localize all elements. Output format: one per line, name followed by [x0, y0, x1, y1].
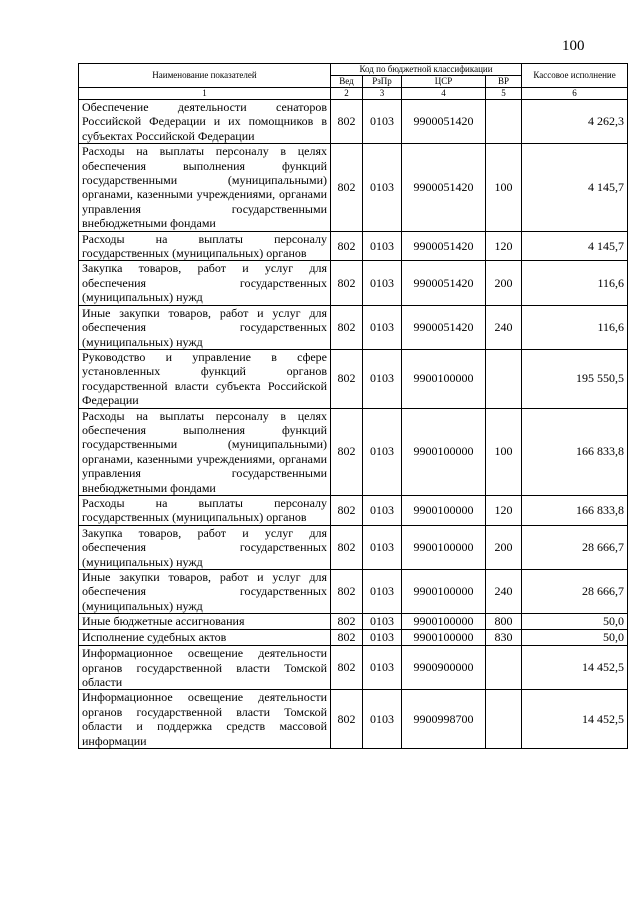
- cell-name: Руководство и управление в сфере установленных функций органов государственной власти субъекта Российской Федерации: [79, 349, 331, 408]
- cell-amount: 50,0: [522, 614, 628, 630]
- header-ved: Вед: [331, 76, 363, 88]
- cell-ved: 802: [331, 305, 363, 349]
- cell-csr: 9900100000: [402, 349, 486, 408]
- table-row: [79, 408, 628, 495]
- cell-amount: 28 666,7: [522, 570, 628, 614]
- cell-name: Расходы на выплаты персоналу государственных (муниципальных) органов: [79, 495, 331, 525]
- cell-csr: 9900998700: [402, 690, 486, 749]
- cell-csr: 9900100000: [402, 614, 486, 630]
- table-row: [79, 630, 628, 646]
- cell-vr: 200: [486, 525, 522, 569]
- header-rzpr: РзПр: [363, 76, 402, 88]
- cell-ved: 802: [331, 614, 363, 630]
- cell-ved: 802: [331, 570, 363, 614]
- cell-rzpr: 0103: [363, 525, 402, 569]
- cell-rzpr: 0103: [363, 349, 402, 408]
- cell-csr: 9900051420: [402, 231, 486, 261]
- cell-name: Расходы на выплаты персоналу в целях обеспечения выполнения функций государственными (муниципальными) органами, казенными учреждениями, органами управления государственными внебюджетными фондами: [79, 408, 331, 495]
- cell-csr: 9900900000: [402, 646, 486, 690]
- cell-amount: 4 262,3: [522, 100, 628, 144]
- cell-rzpr: 0103: [363, 630, 402, 646]
- cell-rzpr: 0103: [363, 100, 402, 144]
- cell-amount: 4 145,7: [522, 144, 628, 231]
- table-row: [79, 525, 628, 569]
- cell-ved: 802: [331, 144, 363, 231]
- cell-ved: 802: [331, 495, 363, 525]
- cell-name: Закупка товаров, работ и услуг для обеспечения государственных (муниципальных) нужд: [79, 261, 331, 305]
- cell-rzpr: 0103: [363, 690, 402, 749]
- table-row: [79, 570, 628, 614]
- cell-amount: 195 550,5: [522, 349, 628, 408]
- cell-rzpr: 0103: [363, 231, 402, 261]
- column-number: 2: [331, 88, 363, 100]
- column-number: 5: [486, 88, 522, 100]
- cell-rzpr: 0103: [363, 408, 402, 495]
- cell-name: Расходы на выплаты персоналу в целях обеспечения выполнения функций государственными (муниципальными) органами, казенными учреждениями, органами управления государственными внебюджетными фондами: [79, 144, 331, 231]
- column-number: 1: [79, 88, 331, 100]
- cell-rzpr: 0103: [363, 614, 402, 630]
- cell-ved: 802: [331, 261, 363, 305]
- cell-amount: 14 452,5: [522, 690, 628, 749]
- cell-name: Информационное освещение деятельности органов государственной власти Томской области: [79, 646, 331, 690]
- cell-ved: 802: [331, 100, 363, 144]
- table-row: [79, 231, 628, 261]
- table-row: [79, 614, 628, 630]
- cell-amount: 116,6: [522, 261, 628, 305]
- header-code-group: Код по бюджетной классификации: [331, 64, 522, 76]
- cell-rzpr: 0103: [363, 144, 402, 231]
- header-vr: ВР: [486, 76, 522, 88]
- cell-vr: 830: [486, 630, 522, 646]
- cell-ved: 802: [331, 630, 363, 646]
- header-amount: Кассовое исполнение: [522, 64, 628, 88]
- cell-name: Иные закупки товаров, работ и услуг для обеспечения государственных (муниципальных) нужд: [79, 570, 331, 614]
- header-name: Наименование показателей: [79, 64, 331, 88]
- cell-ved: 802: [331, 646, 363, 690]
- cell-name: Расходы на выплаты персоналу государственных (муниципальных) органов: [79, 231, 331, 261]
- header-csr: ЦСР: [402, 76, 486, 88]
- page-number: 100: [562, 38, 585, 54]
- cell-name: Информационное освещение деятельности органов государственной власти Томской области и поддержка средств массовой информации: [79, 690, 331, 749]
- cell-name: Исполнение судебных актов: [79, 630, 331, 646]
- cell-amount: 116,6: [522, 305, 628, 349]
- cell-amount: 50,0: [522, 630, 628, 646]
- cell-vr: 800: [486, 614, 522, 630]
- cell-amount: 4 145,7: [522, 231, 628, 261]
- cell-csr: 9900051420: [402, 100, 486, 144]
- cell-rzpr: 0103: [363, 495, 402, 525]
- cell-csr: 9900100000: [402, 630, 486, 646]
- cell-csr: 9900051420: [402, 305, 486, 349]
- cell-vr: 100: [486, 408, 522, 495]
- cell-vr: 240: [486, 570, 522, 614]
- budget-table: [78, 63, 628, 749]
- cell-vr: [486, 100, 522, 144]
- cell-csr: 9900100000: [402, 408, 486, 495]
- cell-csr: 9900100000: [402, 495, 486, 525]
- table-row: [79, 261, 628, 305]
- column-number: 3: [363, 88, 402, 100]
- cell-ved: 802: [331, 690, 363, 749]
- cell-vr: [486, 646, 522, 690]
- table-row: [79, 100, 628, 144]
- cell-rzpr: 0103: [363, 305, 402, 349]
- cell-csr: 9900100000: [402, 525, 486, 569]
- cell-amount: 166 833,8: [522, 408, 628, 495]
- cell-vr: 240: [486, 305, 522, 349]
- cell-ved: 802: [331, 349, 363, 408]
- table-row: [79, 305, 628, 349]
- cell-csr: 9900051420: [402, 144, 486, 231]
- cell-rzpr: 0103: [363, 646, 402, 690]
- table-row: [79, 144, 628, 231]
- cell-name: Закупка товаров, работ и услуг для обеспечения государственных (муниципальных) нужд: [79, 525, 331, 569]
- cell-vr: 120: [486, 495, 522, 525]
- cell-ved: 802: [331, 408, 363, 495]
- cell-vr: 120: [486, 231, 522, 261]
- cell-vr: [486, 690, 522, 749]
- cell-amount: 14 452,5: [522, 646, 628, 690]
- cell-vr: 200: [486, 261, 522, 305]
- cell-rzpr: 0103: [363, 570, 402, 614]
- cell-vr: 100: [486, 144, 522, 231]
- cell-amount: 166 833,8: [522, 495, 628, 525]
- cell-rzpr: 0103: [363, 261, 402, 305]
- table-row: [79, 349, 628, 408]
- table-row: [79, 495, 628, 525]
- cell-name: Иные закупки товаров, работ и услуг для обеспечения государственных (муниципальных) нужд: [79, 305, 331, 349]
- column-number: 6: [522, 88, 628, 100]
- table-row: [79, 646, 628, 690]
- cell-ved: 802: [331, 231, 363, 261]
- cell-csr: 9900100000: [402, 570, 486, 614]
- cell-amount: 28 666,7: [522, 525, 628, 569]
- table-row: [79, 690, 628, 749]
- column-number: 4: [402, 88, 486, 100]
- cell-ved: 802: [331, 525, 363, 569]
- cell-vr: [486, 349, 522, 408]
- cell-name: Обеспечение деятельности сенаторов Российской Федерации и их помощников в субъектах Российской Федерации: [79, 100, 331, 144]
- cell-name: Иные бюджетные ассигнования: [79, 614, 331, 630]
- cell-csr: 9900051420: [402, 261, 486, 305]
